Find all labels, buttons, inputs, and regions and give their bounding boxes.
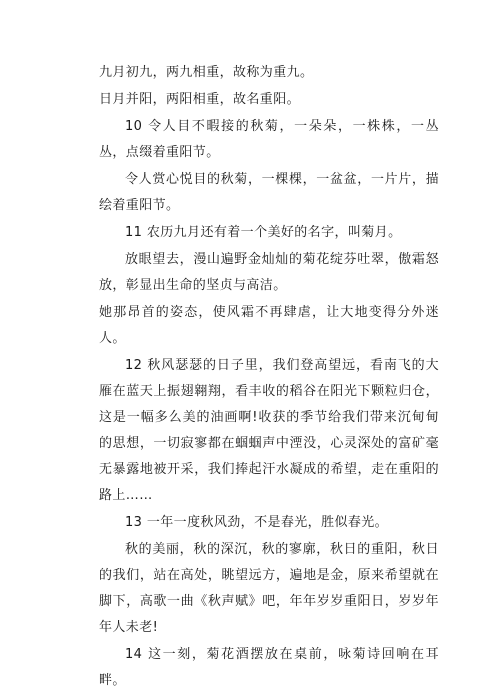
paragraph: 14 这一刻，菊花酒摆放在桌前，咏菊诗回响在耳畔。 bbox=[99, 647, 439, 688]
paragraph: 10 令人目不暇接的秋菊，一朵朵，一株株，一丛丛，点缀着重阳节。 bbox=[99, 119, 439, 160]
document-body bbox=[99, 60, 439, 695]
paragraph: 13 一年一度秋风劲，不是春光，胜似春光。 bbox=[125, 515, 389, 530]
paragraph: 12 秋风瑟瑟的日子里，我们登高望远，看南飞的大雁在蓝天上振翅翱翔，看丰收的稻谷在阳光下颗粒归仓，这是一幅多么美的油画啊!收获的季节给我们带来沉甸甸的思想，一切寂寥都在蝈蝈声中湮没，心灵深处的富矿毫无暴露地被开采，我们捧起汗水凝成的希望，走在重阳的路上…… bbox=[99, 358, 439, 503]
paragraph: 放眼望去，漫山遍野金灿灿的菊花绽芬吐翠，傲霜怒放，彰显出生命的坚贞与高洁。 bbox=[99, 252, 439, 293]
paragraph: 秋的美丽，秋的深沉，秋的寥廓，秋日的重阳，秋日的我们，站在高处，眺望远方，遍地是金，原来希望就在脚下，高歌一曲《秋声赋》吧，年年岁岁重阳日，岁岁年年人未老! bbox=[99, 542, 439, 635]
paragraph: 她那昂首的姿态，使风霜不再肆虐，让大地变得分外迷人。 bbox=[99, 305, 439, 346]
paragraph: 11 农历九月还有着一个美好的名字，叫菊月。 bbox=[125, 225, 402, 240]
paragraph: 九月初九，两九相重，故称为重九。 bbox=[99, 65, 314, 80]
paragraph: 日月并阳，两阳相重，故名重阳。 bbox=[99, 92, 301, 107]
paragraph: 令人赏心悦目的秋菊，一棵棵，一盆盆，一片片，描绘着重阳节。 bbox=[99, 172, 439, 213]
